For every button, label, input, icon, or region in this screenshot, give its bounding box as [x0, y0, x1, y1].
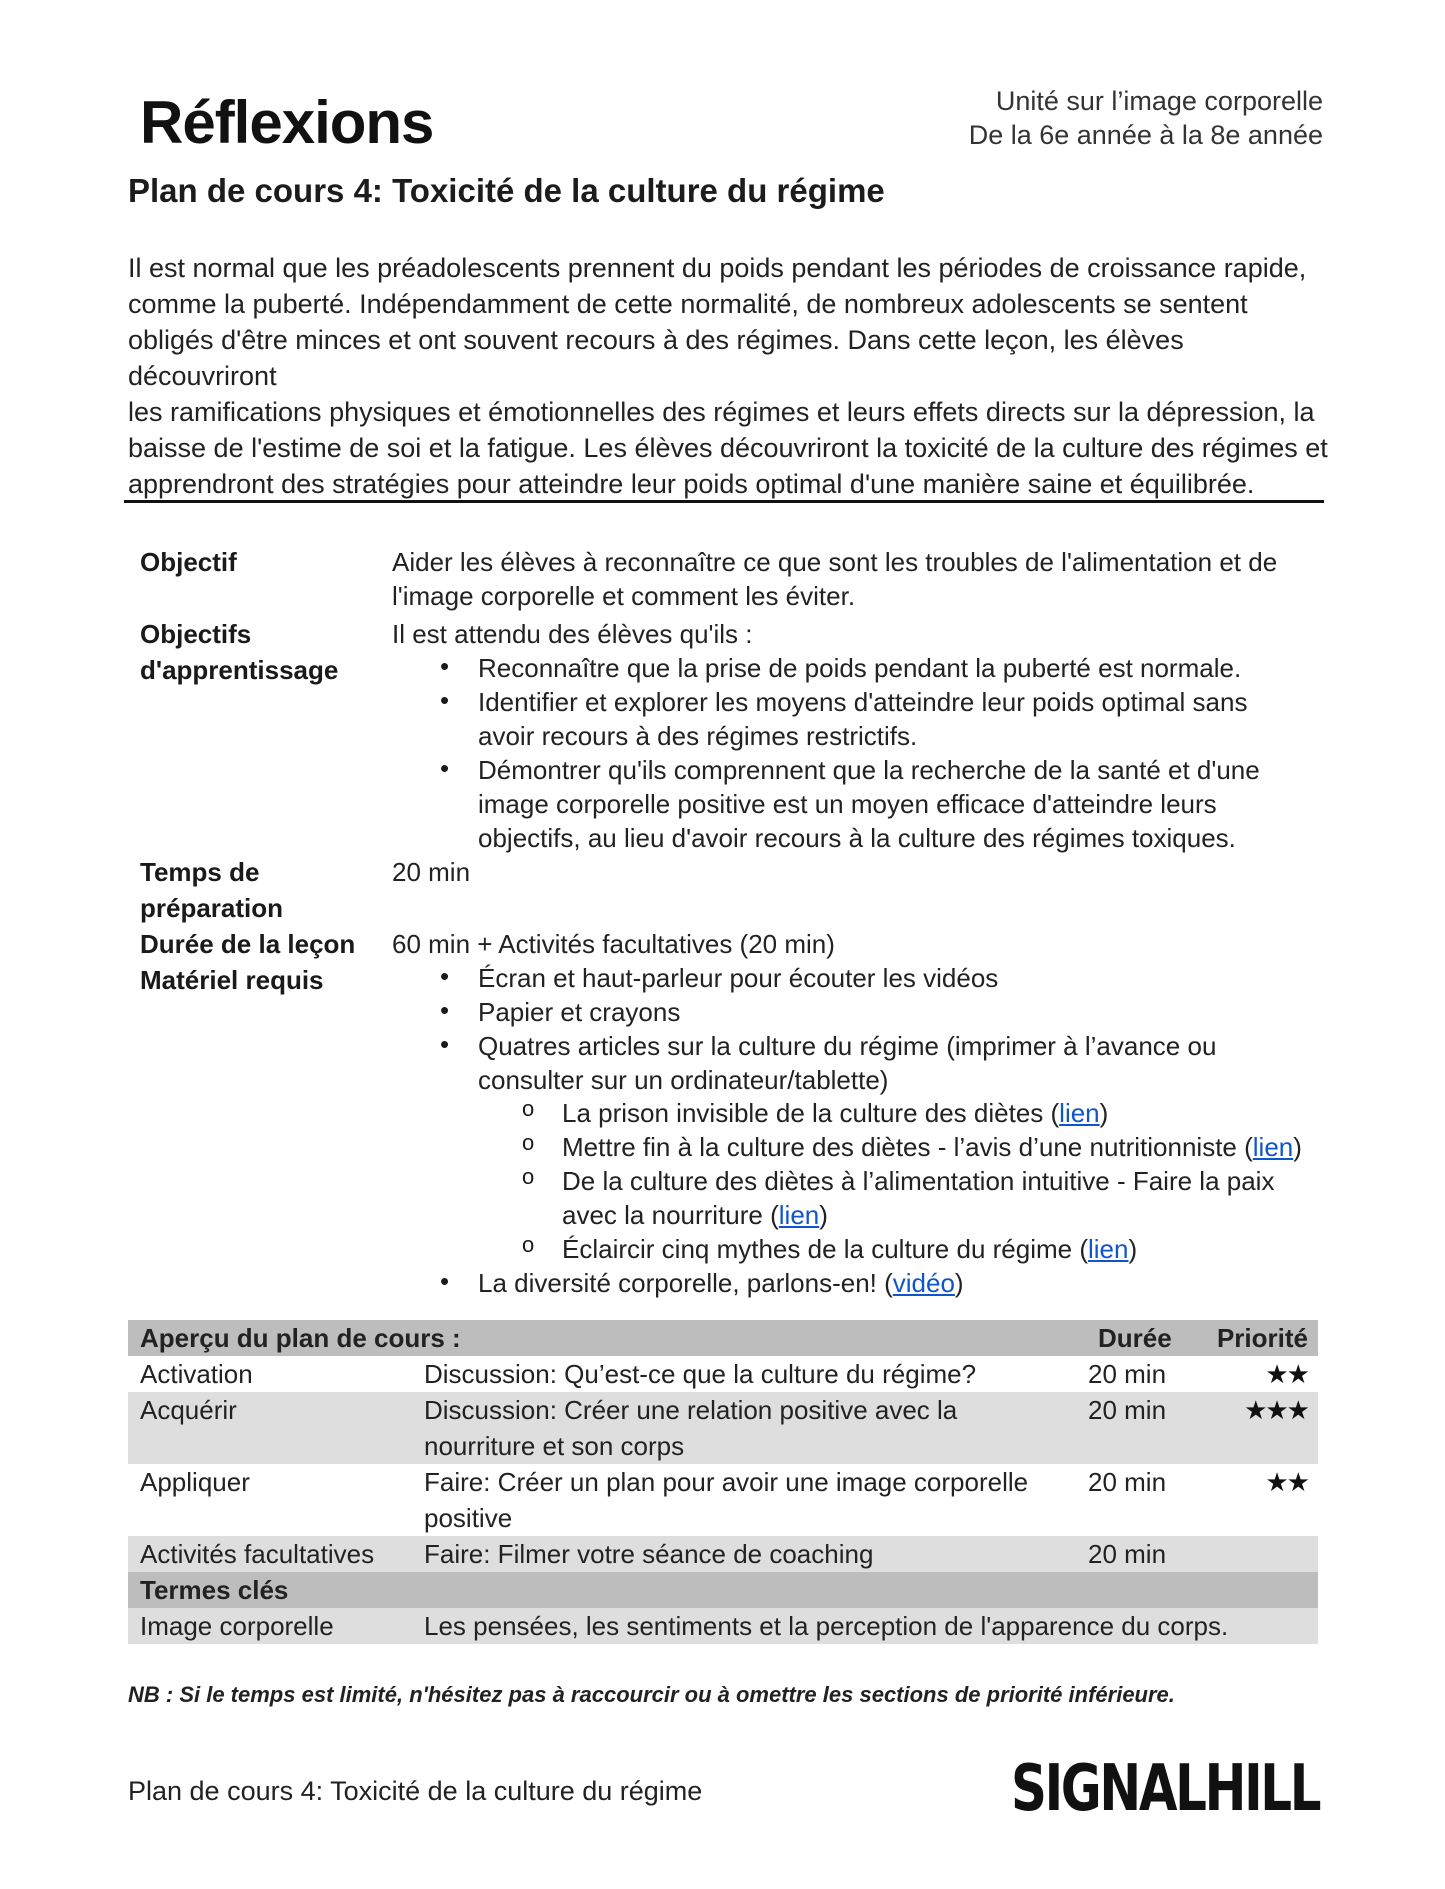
learning-objective-item — [478, 685, 1247, 753]
desc-line: Faire: Créer un plan pour avoir une image corporelle — [424, 1467, 1029, 1497]
video-link[interactable]: vidéo — [892, 1268, 955, 1298]
item-line: Démontrer qu'ils comprennent que la recherche de la santé et d'une — [478, 755, 1260, 785]
key-terms-header: Termes clés — [140, 1575, 289, 1605]
material-item: Écran et haut-parleur pour écouter les vidéos — [478, 963, 999, 993]
brand-title: Réflexions — [140, 89, 434, 156]
overview-header: Aperçu du plan de cours : — [140, 1323, 461, 1353]
priority-header: Priorité — [1216, 1323, 1308, 1353]
paren: ) — [954, 1268, 964, 1298]
learning-objectives-label — [140, 616, 338, 688]
desc-line: positive — [424, 1503, 513, 1533]
desc-line: nourriture et son corps — [424, 1431, 685, 1461]
material-item — [478, 1266, 964, 1300]
duration-cell: 20 min — [1088, 1467, 1167, 1497]
item-line: Identifier et explorer les moyens d'atteindre leur poids optimal sans — [478, 687, 1248, 717]
article-title: avec la nourriture ( — [562, 1200, 779, 1230]
signalhill-logo: SIGNALHILL — [1010, 1752, 1319, 1826]
article-item — [562, 1130, 1302, 1164]
sub-bullet-icon: o — [522, 1130, 535, 1155]
key-term-cell: Image corporelle — [140, 1611, 334, 1641]
bullet-icon: • — [440, 685, 450, 715]
duration-header: Durée — [1098, 1323, 1172, 1353]
intro-line: comme la puberté. Indépendamment de cette normalité, de nombreux adolescents se sentent — [128, 289, 1248, 319]
article-item — [562, 1096, 1108, 1130]
item-line: avoir recours à des régimes restrictifs. — [478, 721, 918, 751]
objective-value — [392, 545, 1277, 613]
description-cell: Faire: Filmer votre séance de coaching — [424, 1539, 874, 1569]
paren: ) — [819, 1200, 828, 1230]
bullet-icon: • — [440, 651, 450, 681]
unit-grade-info — [969, 84, 1323, 152]
paren: ) — [1293, 1132, 1302, 1162]
article-link[interactable]: lien — [778, 1200, 820, 1230]
table-row — [128, 1392, 1318, 1464]
table-row — [128, 1356, 1318, 1392]
desc-line: Discussion: Créer une relation positive avec la — [424, 1395, 958, 1425]
priority-note: NB : Si le temps est limité, n'hésitez pas à raccourcir ou à omettre les sections de priorité inférieure. — [128, 1682, 1175, 1707]
duration-cell: 20 min — [1088, 1539, 1167, 1569]
article-title: Éclaircir cinq mythes de la culture du régime ( — [562, 1234, 1088, 1264]
video-title: La diversité corporelle, parlons-en! ( — [478, 1268, 893, 1298]
description-cell: Discussion: Qu’est-ce que la culture du régime? — [424, 1359, 977, 1389]
label-line: d'apprentissage — [140, 655, 339, 685]
key-term-row — [128, 1608, 1318, 1644]
article-link[interactable]: lien — [1252, 1132, 1294, 1162]
paren: ) — [1128, 1234, 1138, 1264]
label-line: préparation — [140, 893, 284, 923]
item-line: consulter sur un ordinateur/tablette) — [478, 1065, 889, 1095]
priority-stars-icon: ★★ — [1265, 1359, 1308, 1389]
material-item: Papier et crayons — [478, 997, 681, 1027]
intro-line: apprendront des stratégies pour atteindre leur poids optimal d'une manière saine et équilibrée. — [128, 469, 1255, 499]
bullet-icon: • — [440, 995, 450, 1025]
item-line: image corporelle positive est un moyen efficace d'atteindre leurs — [478, 789, 1217, 819]
table-header-row — [128, 1320, 1318, 1356]
phase-cell: Activités facultatives — [140, 1539, 375, 1569]
item-line: objectifs, au lieu d'avoir recours à la culture des régimes toxiques. — [478, 823, 1236, 853]
sub-bullet-icon: o — [522, 1232, 535, 1257]
item-line: Quatres articles sur la culture du régime (imprimer à l’avance ou — [478, 1031, 1217, 1061]
intro-line: obligés d'être minces et ont souvent recours à des régimes. Dans cette leçon, les élèves découvriront — [128, 325, 1184, 391]
priority-stars-icon: ★★ — [1265, 1467, 1308, 1497]
lesson-duration-value: 60 min + Activités facultatives (20 min) — [392, 929, 835, 959]
grade-line: De la 6e année à la 8e année — [968, 120, 1323, 150]
footer-lesson-title: Plan de cours 4: Toxicité de la culture du régime — [128, 1776, 703, 1806]
lesson-heading: Plan de cours 4: Toxicité de la culture du régime — [128, 172, 885, 209]
prep-time-value: 20 min — [392, 857, 471, 887]
sub-bullet-icon: o — [522, 1164, 535, 1189]
unit-line: Unité sur l’image corporelle — [995, 86, 1323, 116]
intro-line: baisse de l'estime de soi et la fatigue. Les élèves découvriront la toxicité de la culture des régimes et — [128, 433, 1328, 463]
key-terms-header-row — [128, 1572, 1318, 1608]
description-cell — [424, 1464, 1044, 1536]
article-item — [562, 1232, 1137, 1266]
key-term-definition: Les pensées, les sentiments et la perception de l'apparence du corps. — [424, 1611, 1229, 1641]
duration-cell: 20 min — [1088, 1395, 1167, 1425]
article-title: La prison invisible de la culture des diètes ( — [562, 1098, 1060, 1128]
phase-cell: Activation — [140, 1359, 253, 1389]
priority-stars-icon: ★★★ — [1244, 1395, 1308, 1425]
intro-line: Il est normal que les préadolescents prennent du poids pendant les périodes de croissance rapide, — [128, 253, 1307, 283]
bullet-icon: • — [440, 1266, 450, 1296]
materials-label: Matériel requis — [140, 965, 324, 995]
intro-paragraph — [128, 250, 1328, 502]
learning-intro: Il est attendu des élèves qu'ils : — [392, 619, 753, 649]
lesson-duration-label: Durée de la leçon — [140, 929, 356, 959]
article-item — [562, 1164, 1274, 1232]
article-link[interactable]: lien — [1059, 1098, 1100, 1128]
bullet-icon: • — [440, 753, 450, 783]
sub-bullet-icon: o — [522, 1096, 535, 1121]
bullet-icon: • — [440, 961, 450, 991]
label-line: Objectifs — [140, 619, 252, 649]
duration-cell: 20 min — [1088, 1359, 1167, 1389]
article-title: Mettre fin à la culture des diètes - l’avis d’une nutritionniste ( — [562, 1132, 1253, 1162]
phase-cell: Acquérir — [140, 1395, 237, 1425]
section-divider — [124, 500, 1324, 503]
article-title: De la culture des diètes à l’alimentation intuitive - Faire la paix — [562, 1166, 1275, 1196]
prep-time-label — [140, 854, 283, 926]
learning-objective-item — [478, 651, 1241, 685]
paren: ) — [1099, 1098, 1109, 1128]
objective-line: l'image corporelle et comment les éviter. — [392, 581, 856, 611]
table-row — [128, 1464, 1318, 1536]
bullet-icon: • — [440, 1029, 450, 1059]
article-link[interactable]: lien — [1087, 1234, 1129, 1264]
label-line: Temps de — [140, 857, 260, 887]
intro-line: les ramifications physiques et émotionnelles des régimes et leurs effets directs sur la dépression, la — [128, 397, 1315, 427]
item-line: Reconnaître que la prise de poids pendant la puberté est normale. — [478, 653, 1242, 683]
objective-line: Aider les élèves à reconnaître ce que sont les troubles de l'alimentation et de — [392, 547, 1278, 577]
phase-cell: Appliquer — [140, 1467, 250, 1497]
table-row — [128, 1536, 1318, 1572]
objective-label: Objectif — [140, 547, 237, 577]
description-cell — [424, 1392, 1044, 1464]
material-item — [478, 1029, 1216, 1097]
learning-objective-item — [478, 753, 1260, 855]
